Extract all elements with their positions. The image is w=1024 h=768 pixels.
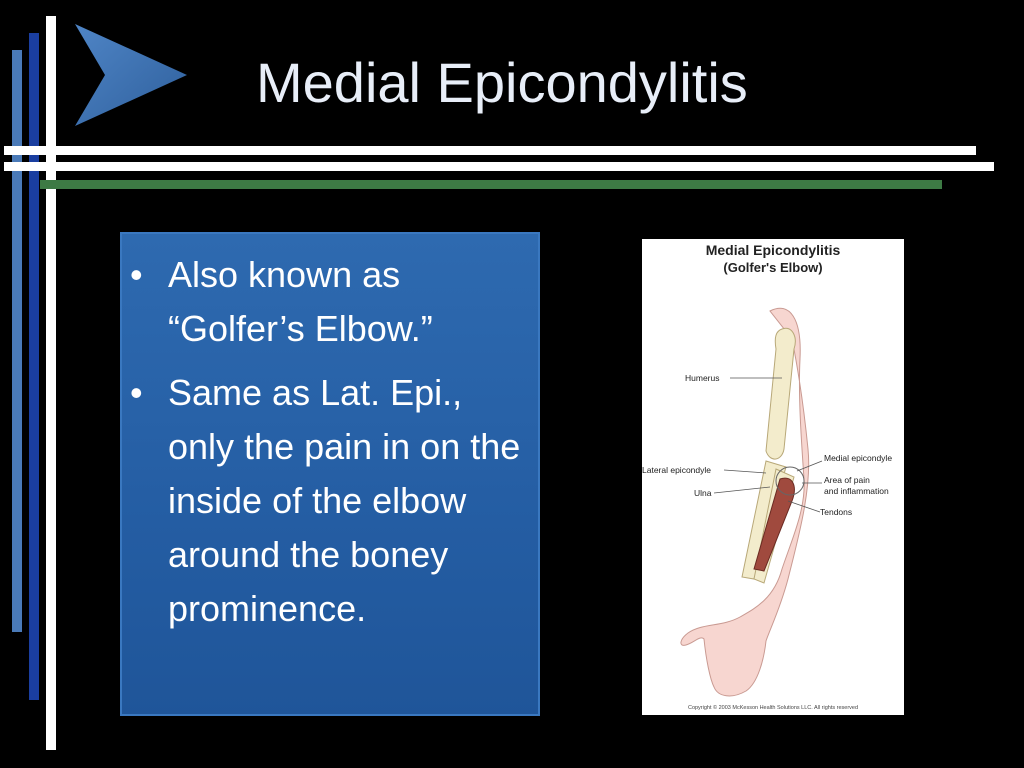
- label-ulna: Ulna: [694, 488, 712, 498]
- figure-title: Medial Epicondylitis: [705, 242, 841, 258]
- decor-line-green: [40, 180, 942, 189]
- decor-bar-lightblue: [12, 50, 22, 632]
- bullet-list: [120, 232, 540, 636]
- bullet-item-2: • Same as Lat. Epi., only the pain in on the inside of the elbow around the boney prominence.: [168, 366, 530, 636]
- decor-bar-darkblue: [29, 33, 39, 700]
- slide-title: Medial Epicondylitis: [256, 51, 748, 114]
- label-area-of-pain: Area of pain: [824, 475, 870, 485]
- label-inflammation: and inflammation: [824, 486, 889, 496]
- bullet-item-1: • Also known as “Golfer’s Elbow.”: [168, 248, 530, 356]
- decor-line-white-bottom: [4, 162, 994, 171]
- label-tendons: Tendons: [820, 507, 853, 517]
- figure-copyright: Copyright © 2003 McKesson Health Solutions LLC. All rights reserved: [687, 705, 859, 711]
- content-panel: [120, 232, 540, 716]
- decor-line-white-top: [4, 146, 976, 155]
- decor-bar-white: [46, 16, 56, 750]
- label-humerus: Humerus: [685, 373, 720, 383]
- figure-subtitle: (Golfer's Elbow): [723, 260, 823, 275]
- elbow-illustration: [642, 239, 904, 715]
- chevron-arrow-icon: [75, 24, 187, 126]
- label-medial-epicondyle: Medial epicondyle: [824, 453, 893, 463]
- label-lateral-epicondyle: Lateral epicondyle: [642, 465, 711, 475]
